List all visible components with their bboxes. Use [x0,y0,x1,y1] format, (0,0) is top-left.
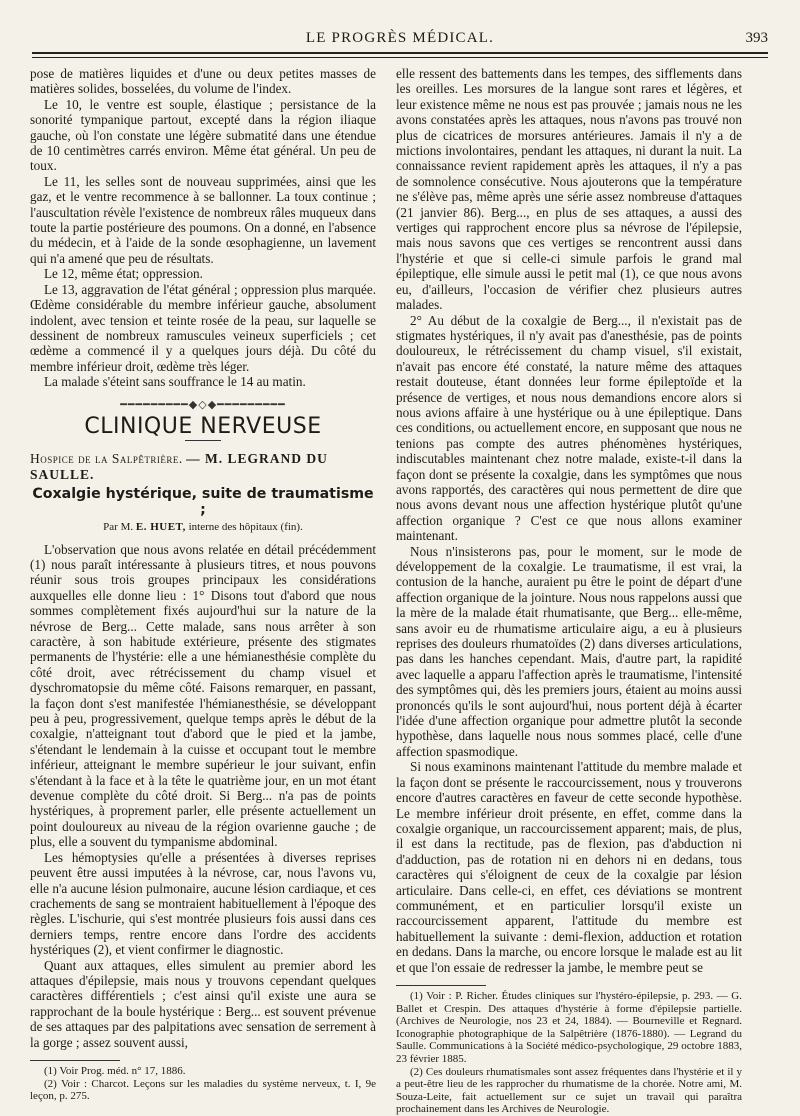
hospital-author: — M. LEGRAND DU SAULLE. [30,451,328,483]
page-number: 393 [745,30,768,46]
article-title: Coxalgie hystérique, suite de traumatisme ; [32,486,374,518]
footnote: (1) Voir : P. Richer. Études cliniques sur l'hystéro-épilepsie, p. 293. — G. Ballet et Crespin. Des attaques d'hystérie à forme d'épilepsie partielle. (Archives de Neurologie, nos 23 et 24, 1884). — Bourneville et Regnard. Iconographie photographique de la Salpêtrière (1876-1880). — Legrand du Saulle. Communications à la Société médico-psychologique, 29 octobre 1883, 23 février 1885. [396,989,742,1065]
hospital-name: Hospice de la Salpêtrière. [30,451,183,467]
paragraph: Les hémoptysies qu'elle a présentées à diverses reprises peuvent être aussi imputées à la névrose, car, nous l'avons vu, elle n'a aucune lésion pulmonaire, aucune lésion cardiaque, et ces crachements de sang se montraient habituellement à l'époque des règles. L'ischurie, qui s'est montrée plusieurs fois aussi dans ces derniers temps, rentre encore dans l'ordre des accidents hystériques (2), et vient confirmer le diagnostic. [30,849,376,958]
byline-suffix: interne des hôpitaux (fin). [188,521,303,534]
section-title: CLINIQUE NERVEUSE [84,413,322,439]
right-column [396,66,742,1116]
footnote: (2) Voir : Charcot. Leçons sur les maladies du système nerveux, t. I, 9e leçon, p. 275. [30,1077,376,1103]
paragraph: elle ressent des battements dans les tempes, des sifflements dans les oreilles. Les morsures de la langue sont rares et légères, et leur existence même ne nous est pas prouvée ; jamais nous ne les avons constatées après les attaques, nous n'avons pas trouvé non plus de cicatrices de morsures antérieures. Jamais il n'y a de mictions involontaires, pendant les attaques, ni durant la nuit. La connaissance revient rapidement après les attaques, il n'y a pas de somnolence consécutive. Nous ajouterons que la température ne s'élève pas, même après une série assez nombreuse d'attaques (21 janvier 86). Berg..., en plus de ses attaques, a aussi des vertiges qui rapprochent encore plus sa névrose de l'épilepsie, mais nous savons que ces vertiges se rencontrent aussi dans l'hystérie et que si celle-ci simule parfois le grand mal épileptique, elle simule aussi le petit mal (1), ce que nous avons eu, d'ailleurs, l'occasion de vérifier chez plusieurs autres malades. [396,66,742,313]
footnote: (1) Voir Prog. méd. n° 17, 1886. [44,1064,186,1077]
paragraph: 2° Au début de la coxalgie de Berg..., il n'existait pas de stigmates hystériques, il n'y avait pas d'anesthésie, pas de points douloureux, le rétrécissement du champ visuel, s'il existait, n'avait pas encore été constaté, la nature même des attaques restait douteuse, étant données leur forme épileptoïde et la présence de vertiges, et nous nous demandions encore alors si nous avions affaire à une hystérique ou à une épileptique. Dans ces conditions, ou actuellement encore, en supposant que nous ne tenions pas compte des autres phénomènes hystériques, indiscutables maintenant chez notre malade, existe-t-il dans la façon dont se présente la coxalgie, dans les symptômes que nous avons rapportés, des caractères qui nous permettent de dire que nous avons devant nous une affection hystérique plutôt qu'une affection organique ? C'est ce que nous allons examiner maintenant. [396,312,742,544]
paragraph: Quant aux attaques, elles simulent au premier abord les attaques d'épilepsie, mais nous y trouvons cependant quelques caractères différentiels ; c'est ainsi qu'il existe une aura se rapprochant de la boule hystérique : Berg... est souvent prévenue de ses attaques par des palpitations avec sensation de serrement à la gorge ; assez souvent aussi, [30,957,376,1050]
byline [30,520,376,535]
footnote-rule [396,985,486,986]
left-column [30,66,376,1103]
paragraph: Nous n'insisterons pas, pour le moment, sur le mode de développement de la coxalgie. Le traumatisme, il est vrai, la contusion de la hanche, auraient pu être le point de départ d'une affection organique de la jointure. Nous nous rappelons aussi que la mère de la malade était rhumatisante, que Berg... elle-même, sans avoir eu de rhumatisme articulaire aigu, a eu à plusieurs reprises des douleurs rhumatoïdes (2) dans diverses articulations, pas dans les hanches cependant. Mais, d'autre part, la rapidité avec laquelle a apparu l'affection après le traumatisme, l'intensité des symptômes qui, dès les premiers jours, étaient au moins aussi prononcés qu'ils le sont aujourd'hui, nous portent déjà à écarter l'idée d'une affection organique pour admettre plutôt la seconde hypothèse, dans laquelle nous nous sommes placé, celle d'une affection spasmodique. [396,543,742,759]
header-rule-thin [32,57,768,58]
footnote: (2) Ces douleurs rhumatismales sont assez fréquentes dans l'hystérie et il y a peut-être lieu de les rapprocher du rhumatisme de la chorée. Notre ami, M. Souza-Leite, fait actuellement sur ce sujet un travail qui paraîtra prochainement dans les Archives de Neurologie. [396,1065,742,1116]
paragraph: pose de matières liquides et d'une ou deux petites masses de matières solides, bosselées, du volume de l'index. [30,66,376,97]
paragraph: La malade s'éteint sans souffrance le 14 au matin. [44,374,306,390]
header-rule-thick [32,52,768,54]
paragraph: Le 13, aggravation de l'état général ; oppression plus marquée. Œdème considérable du membre inférieur gauche, absolument indolent, avec tension et teinte rosée de la peau, sur laquelle se dessinent de nombreux ramuscules veineux superficiels ; cet œdème a commencé il y a quelques jours déjà. Du côté du membre inférieur droit, œdème très léger. [30,281,376,374]
ornament-divider: ━━━━━━━━━◆◇◆━━━━━━━━━ [120,398,286,411]
paragraph: Le 12, même état; oppression. [44,266,203,282]
byline-prefix: Par M. [103,521,134,534]
paragraph: L'observation que nous avons relatée en détail précédemment (1) nous paraît intéressante à plusieurs titres, et nous pouvons réunir sous trois groupes principaux les considérations auxquelles elle donne lieu : 1° Disons tout d'abord que nous sommes complètement fixés aujourd'hui sur la nature de la névrose de Berg... Cette malade, sans nous arrêter à son caractère, à son habitude extérieure, présente des stigmates permanents de l'hystérie: elle a une hémianesthésie complète du côté droit, avec rétrécissement du champ visuel et dyschromatopsie du même côté. Faisons remarquer, en passant, la façon dont s'est manifestée l'hémianesthésie, se développant peu à peu, progressivement, quelque temps après le début de la coxalgie, n'atteignant tout d'abord que le pied et la jambe, s'étendant le lendemain à la cuisse et occupant tout le membre inférieur, atteignant le membre supérieur le jour suivant, enfin s'étendant à la face et à la tête le quatrième jour, en un mot étant devenue complète du côté droit. Si Berg... n'a pas de points hystériques, à proprement parler, elle présente actuellement un point douloureux au niveau de la région ovarienne gauche ; de plus, elle a souvent du tympanisme abdominal. [30,541,376,850]
paragraph: Le 11, les selles sont de nouveau supprimées, ainsi que les gaz, et le ventre recommence à se ballonner. La toux continue ; l'auscultation révèle l'existence de nombreux râles muqueux dans toute la partie postérieure des poumons. On a donné, en l'absence du médecin, et à l'aide de la sonde œsophagienne, un lavement qui n'a amené que peu de résultats. [30,173,376,266]
byline-name: E. HUET, [135,521,186,534]
journal-title: LE PROGRÈS MÉDICAL. [305,30,495,46]
paragraph: Si nous examinons maintenant l'attitude du membre malade et la façon dont se présente le raccourcissement, nous y trouverons encore d'autres caractères en faveur de cette seconde hypothèse. Le membre inférieur droit présente, en effet, comme dans la coxalgie organique, un raccourcissement apparent; mais, de plus, il est dans la rectitude, pas de flexion, pas d'abduction ni d'adduction, pas de rotation ni en dehors ni en dedans, tous caractères qui s'éloignent de ceux de la coxalgie par lésion articulaire. Dans celle-ci, en effet, ces déviations se montrent communément, et en particulier lorsqu'il existe un raccourcissement apparent, l'attitude du membre est habituellement la suivante : demi-flexion, adduction et rotation en dedans. Dans la marche, ou encore lorsque le malade est au lit et que l'on essaie de redresser la jambe, le membre peut se [396,759,742,975]
running-head [32,30,768,50]
hospital-line [30,451,376,483]
short-rule [185,440,221,441]
footnote-rule [30,1060,120,1061]
paragraph: Le 10, le ventre est souple, élastique ; persistance de la sonorité tympanique partout, excepté dans la région iliaque gauche, où l'on constate une légère submatité dans une étendue de 10 centimètres carrés environ. Même état général. Un peu de toux. [30,96,376,174]
